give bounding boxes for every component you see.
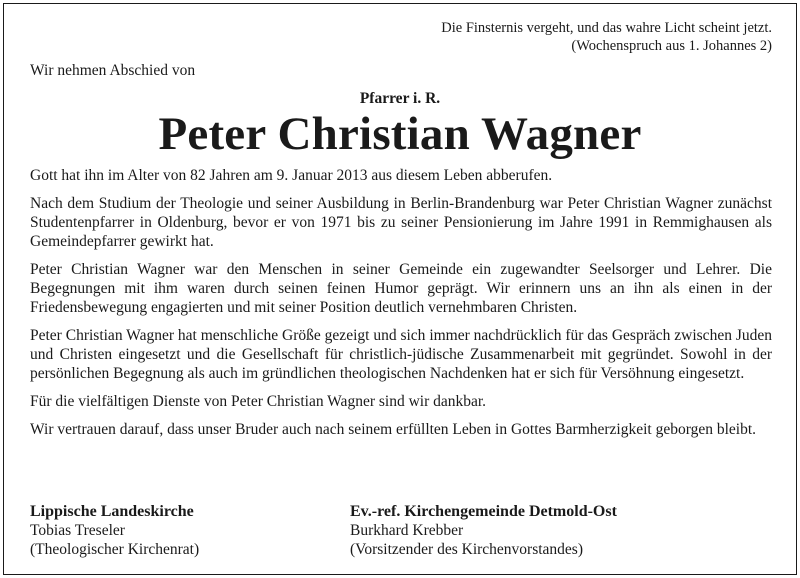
weekly-verse (441, 19, 772, 55)
signature-role: (Vorsitzender des Kirchenvorstandes) (350, 541, 583, 558)
paragraph-dialogue: Peter Christian Wagner hat menschliche Größe gezeigt und sich immer nachdrücklich für das Gespräch zwischen Juden und Christen eingesetzt und die Gesellschaft für christlich-jüdische Zusammenarbeit mit gegründet. Sowohl in der persönlichen Begegnung als auch im gründlichen theologischen Nachdenken hat er sich für Versöhnung eingesetzt. (30, 327, 772, 382)
signature-kirchengemeinde (350, 502, 617, 559)
paragraph-career: Nach dem Studium der Theologie und seiner Ausbildung in Berlin-Brandenburg war Peter Christian Wagner zunächst Studentenpfarrer in Oldenburg, bevor er von 1971 bis zu seiner Pensionierung im Jahre 1991 in Remmighausen als Gemeindepfarrer gewirkt hat. (30, 195, 772, 250)
paragraph-thanks: Für die vielfältigen Dienste von Peter Christian Wagner sind wir dankbar. (30, 393, 487, 410)
signature-person: Tobias Treseler (30, 522, 125, 539)
paragraph-trust: Wir vertrauen darauf, dass unser Bruder auch nach seinem erfüllten Leben in Gottes Barmherzigkeit geborgen bleibt. (30, 421, 757, 438)
deceased-name: Peter Christian Wagner (158, 108, 642, 160)
paragraph-character: Peter Christian Wagner war den Menschen in seiner Gemeinde ein zugewandter Seelsorger und Lehrer. Die Begegnungen mit ihm waren durch seinen feinen Humor geprägt. Wir erinnern uns an ihn als einen in der Friedensbewegung engagierten und mit seiner Position deutlich vernehmbaren Christen. (30, 261, 772, 316)
signature-org: Ev.-ref. Kirchengemeinde Detmold-Ost (350, 503, 617, 520)
signature-role: (Theologischer Kirchenrat) (30, 541, 200, 558)
obituary-notice (3, 3, 797, 575)
obituary-body (30, 166, 772, 448)
signature-landeskirche (30, 502, 199, 559)
farewell-intro: Wir nehmen Abschied von (30, 62, 196, 79)
signature-person: Burkhard Krebber (350, 522, 464, 539)
paragraph-death: Gott hat ihn im Alter von 82 Jahren am 9. Januar 2013 aus diesem Leben abberufen. (30, 167, 553, 184)
weekly-verse-source: (Wochenspruch aus 1. Johannes 2) (571, 38, 772, 54)
deceased-title: Pfarrer i. R. (359, 90, 441, 107)
weekly-verse-text: Die Finsternis vergeht, und das wahre Licht scheint jetzt. (441, 20, 772, 36)
signature-org: Lippische Landeskirche (30, 503, 194, 520)
